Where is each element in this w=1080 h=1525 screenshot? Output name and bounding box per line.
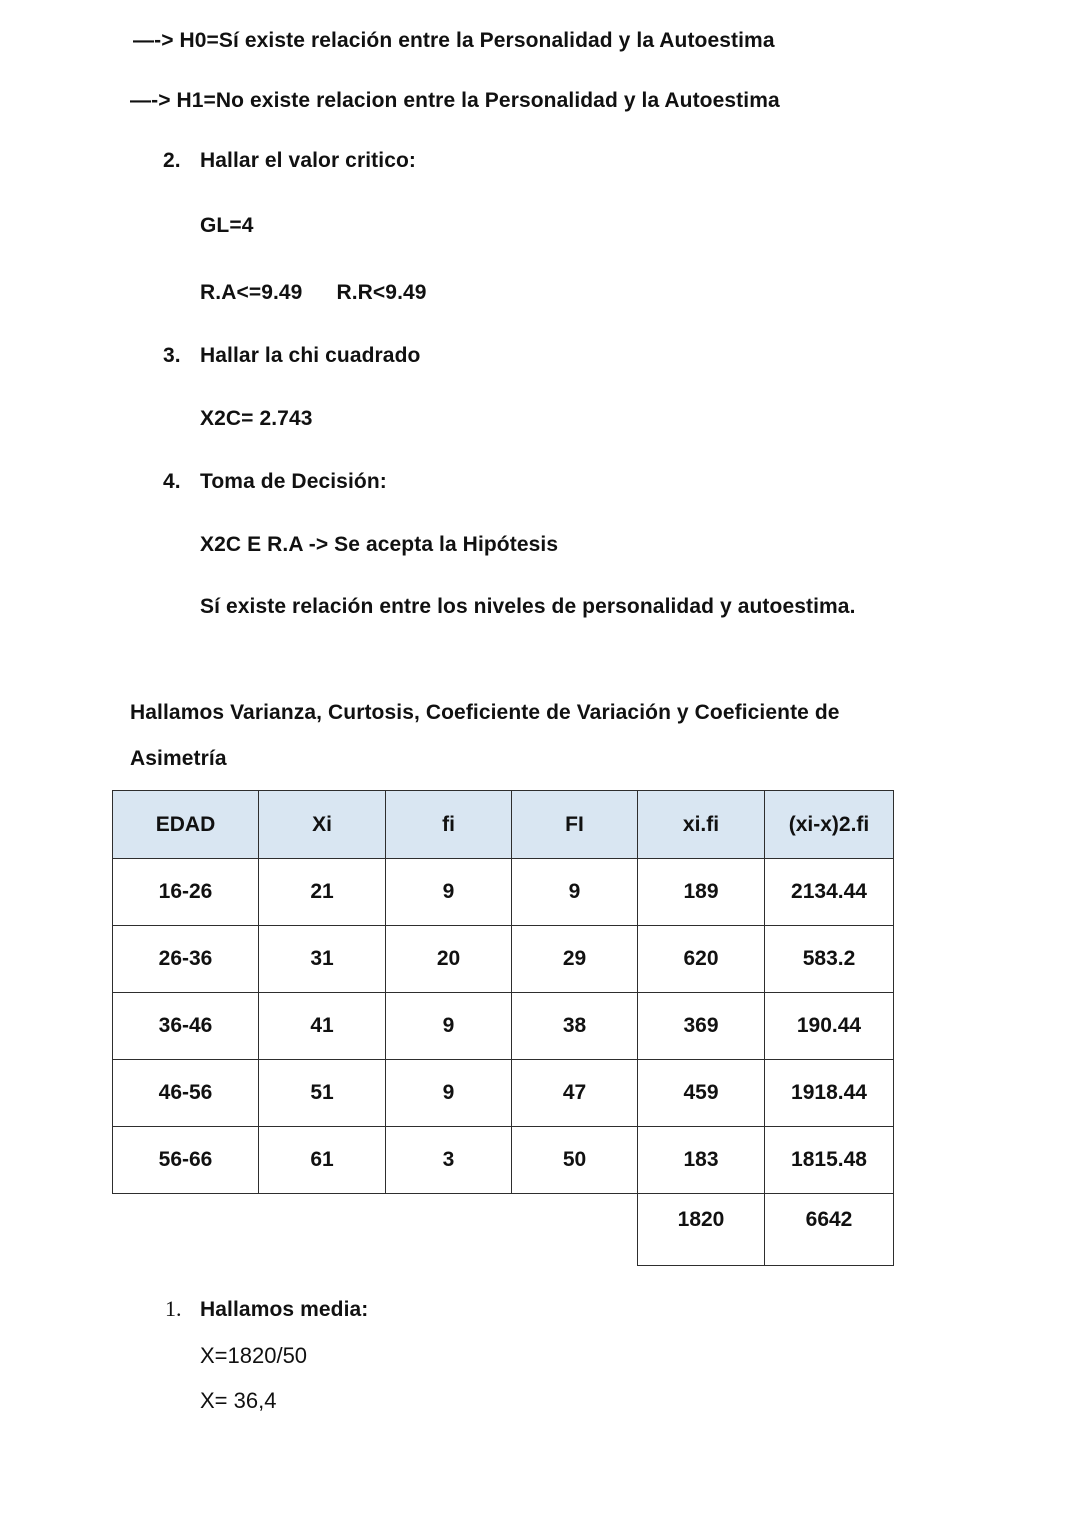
cell-edad: 56-66 (113, 1127, 259, 1194)
cell-edad: 36-46 (113, 993, 259, 1060)
media-result-line: X= 36,4 (200, 1388, 277, 1413)
empty-cell (512, 1194, 638, 1266)
decision-line-2: Sí existe relación entre los niveles de personalidad y autoestima. (200, 595, 856, 618)
col-header-fi: fi (386, 791, 512, 859)
col-header-xix2fi: (xi-x)2.fi (765, 791, 894, 859)
col-header-FI: FI (512, 791, 638, 859)
table-header-row (113, 791, 894, 859)
cell-fi: 3 (386, 1127, 512, 1194)
gl-value-line: GL=4 (200, 214, 254, 237)
empty-cell (386, 1194, 512, 1266)
cell-FI: 9 (512, 859, 638, 926)
rr-value: R.R<9.49 (336, 281, 427, 304)
step-3-number: 3. (163, 344, 181, 367)
cell-xix2fi: 583.2 (765, 926, 894, 993)
cell-xifi: 620 (638, 926, 765, 993)
cell-xi: 21 (259, 859, 386, 926)
section-heading: Hallamos Varianza, Curtosis, Coeficiente de Variación y Coeficiente de Asimetría (130, 701, 840, 770)
step-3-title: Hallar la chi cuadrado (200, 344, 421, 367)
cell-FI: 47 (512, 1060, 638, 1127)
cell-xix2fi: 1815.48 (765, 1127, 894, 1194)
cell-edad: 16-26 (113, 859, 259, 926)
table-row (113, 926, 894, 993)
col-header-edad: EDAD (113, 791, 259, 859)
critical-region-line (200, 281, 427, 305)
cell-edad: 46-56 (113, 1060, 259, 1127)
cell-FI: 38 (512, 993, 638, 1060)
cell-edad: 26-36 (113, 926, 259, 993)
col-header-xi: Xi (259, 791, 386, 859)
cell-fi: 9 (386, 993, 512, 1060)
media-number: 1. (165, 1296, 182, 1321)
hypothesis-h0-line: —-> H0=Sí existe relación entre la Personalidad y la Autoestima (133, 29, 775, 52)
cell-xifi: 369 (638, 993, 765, 1060)
media-title: Hallamos media: (200, 1298, 369, 1321)
table-row (113, 1127, 894, 1194)
step-4-heading (163, 470, 387, 494)
cell-FI: 50 (512, 1127, 638, 1194)
total-xifi: 1820 (638, 1194, 765, 1266)
step-2-title: Hallar el valor critico: (200, 149, 416, 172)
empty-cell (113, 1194, 259, 1266)
step-4-title: Toma de Decisión: (200, 470, 387, 493)
table-row (113, 993, 894, 1060)
table-row (113, 1060, 894, 1127)
cell-fi: 9 (386, 859, 512, 926)
col-header-xifi: xi.fi (638, 791, 765, 859)
table-row (113, 859, 894, 926)
step-2-number: 2. (163, 149, 181, 172)
total-xix2fi: 6642 (765, 1194, 894, 1266)
chi-square-value-line: X2C= 2.743 (200, 407, 313, 430)
cell-fi: 9 (386, 1060, 512, 1127)
cell-xix2fi: 2134.44 (765, 859, 894, 926)
cell-xix2fi: 190.44 (765, 993, 894, 1060)
cell-xi: 31 (259, 926, 386, 993)
cell-xix2fi: 1918.44 (765, 1060, 894, 1127)
decision-line-1: X2C E R.A -> Se acepta la Hipótesis (200, 533, 559, 556)
empty-cell (259, 1194, 386, 1266)
frequency-table (112, 790, 894, 1266)
step-3-heading (163, 344, 420, 368)
cell-fi: 20 (386, 926, 512, 993)
media-heading (165, 1296, 368, 1322)
cell-xi: 51 (259, 1060, 386, 1127)
cell-xi: 41 (259, 993, 386, 1060)
ra-value: R.A<=9.49 (200, 281, 303, 304)
cell-FI: 29 (512, 926, 638, 993)
table-totals-row (113, 1194, 894, 1266)
cell-xifi: 459 (638, 1060, 765, 1127)
cell-xi: 61 (259, 1127, 386, 1194)
step-4-number: 4. (163, 470, 181, 493)
cell-xifi: 189 (638, 859, 765, 926)
step-2-heading (163, 149, 416, 173)
media-formula-line: X=1820/50 (200, 1343, 308, 1368)
hypothesis-h1-line: —-> H1=No existe relacion entre la Personalidad y la Autoestima (130, 89, 780, 112)
cell-xifi: 183 (638, 1127, 765, 1194)
